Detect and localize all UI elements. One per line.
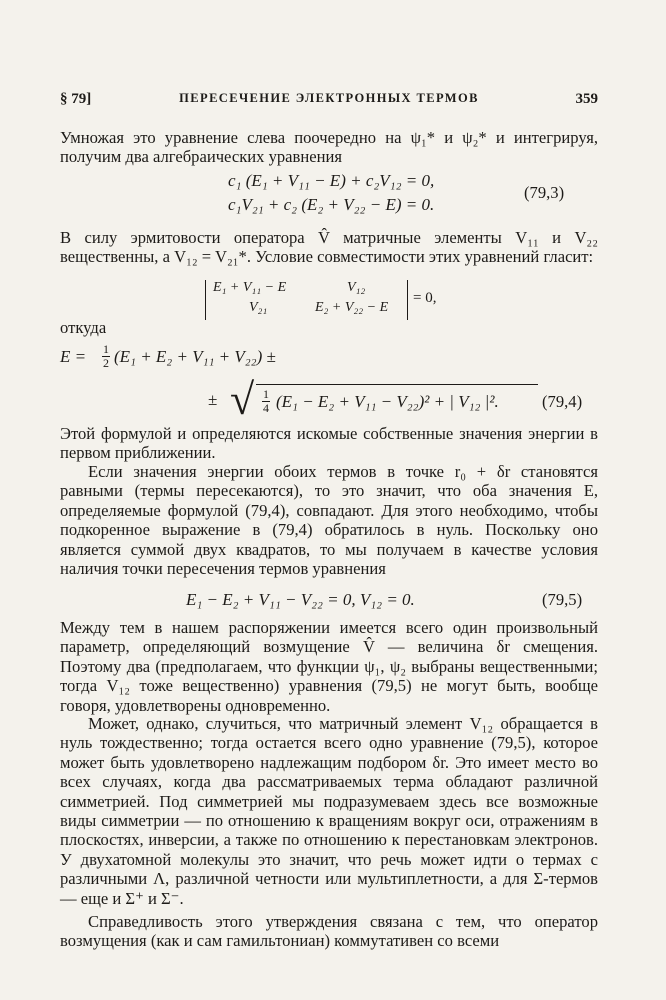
equation-number-79-3: (79,3)	[524, 183, 565, 202]
paragraph-1: Умножая это уравнение слева поочередно на ψ₁* и ψ₂* и интегрируя, получим два алгебраических уравнения	[60, 128, 598, 167]
determinant-right-bar	[407, 280, 408, 320]
equation-79-5: E₁ − E₂ + V₁₁ − V₂₂ = 0, V₁₂ = 0.	[186, 590, 415, 609]
paragraph-4: Этой формулой и определяются искомые собственные значения энергии в первом приближении.	[60, 424, 598, 463]
paragraph-3: откуда	[60, 318, 107, 337]
determinant-r1c2: V₁₂	[347, 280, 366, 295]
eq4-half-numerator: 1	[103, 342, 109, 356]
paragraph-7: Может, однако, случиться, что матричный элемент V₁₂ обращается в нуль тождественно; тогда остается всего одно уравнение (79,5), которое может быть удовлетворено надлежащим подбором δr. Это имеет место во всех случаях, когда два рассматриваемых терма обладают различной симметрией. Под симметрией мы подразумеваем здесь все возможные виды симметрии — по отношению к вращениям вокруг оси, отражениям в плоскостях, инверсии, а также по отношению к перестановкам электронов. У двухатомной молекулы это значит, что речь может идти о термах с различными Λ, различной четности или мультиплетности, а для Σ-термов — еще и Σ⁺ и Σ⁻.	[60, 714, 598, 908]
equation-79-4-line2	[200, 375, 600, 424]
determinant-rhs: = 0,	[413, 290, 437, 306]
square-root-vinculum	[256, 384, 538, 385]
determinant-r2c1: V₂₁	[249, 300, 268, 315]
running-header	[60, 91, 598, 111]
eq4-lhs: E =	[60, 347, 87, 366]
eq4-quarter-denominator: 4	[263, 401, 269, 415]
determinant-left-bar	[205, 280, 206, 320]
eq4-quarter-numerator: 1	[263, 387, 269, 401]
eq4-half-fraction	[102, 343, 110, 370]
equation-79-4-line1	[60, 343, 460, 375]
determinant-r2c2: E₂ + V₂₂ − E	[315, 300, 389, 315]
equation-79-3-line2: c₁V₂₁ + c₂ (E₂ + V₂₂ − E) = 0.	[228, 195, 435, 214]
eq4-quarter-fraction	[262, 388, 270, 415]
eq4-plus-minus: ±	[208, 390, 218, 409]
square-root-sign: √	[230, 375, 255, 424]
paragraph-6: Между тем в нашем распоряжении имеется всего один произвольный параметр, определяющий возмущение V̂ — величина δr смещения. Поэтому два (предполагаем, что функции ψ₁, ψ₂ выбраны вещественными; тогда V₁₂ тоже вещественно) уравнения (79,5) не могут быть, вообще говоря, удовлетворены одновременно.	[60, 618, 598, 715]
determinant-r1c1: E₁ + V₁₁ − E	[213, 280, 287, 295]
equation-79-3-line1: c₁ (E₁ + V₁₁ − E) + c₂V₁₂ = 0,	[228, 171, 435, 190]
paragraph-2: В силу эрмитовости оператора V̂ матричные элементы V₁₁ и V₂₂ вещественны, а V₁₂ = V₂₁*. Условие совместимости этих уравнений гласит:	[60, 228, 598, 267]
page-number: 359	[575, 91, 598, 107]
determinant	[205, 278, 445, 322]
running-title: ПЕРЕСЕЧЕНИЕ ЭЛЕКТРОННЫХ ТЕРМОВ	[179, 91, 479, 105]
paragraph-8: Справедливость этого утверждения связана с тем, что оператор возмущения (как и сам гамильтониан) коммутативен со всеми	[60, 912, 598, 951]
eq4-half-denominator: 2	[103, 356, 109, 370]
paragraph-5: Если значения энергии обоих термов в точке r₀ + δr становятся равными (термы пересекаются), то это значит, что оба значения E, определяемые формулой (79,4), совпадают. Для этого необходимо, чтобы подкоренное выражение в (79,4) обратилось в нуль. Поскольку оно является суммой двух квадратов, то мы получаем в качестве условия наличия точки пересечения термов уравнения	[60, 462, 598, 579]
equation-number-79-4: (79,4)	[542, 392, 583, 411]
eq4-line1-rest: (E₁ + E₂ + V₁₁ + V₂₂) ±	[114, 347, 276, 366]
eq4-root-body: (E₁ − E₂ + V₁₁ − V₂₂)² + | V₁₂ |².	[276, 392, 499, 411]
section-number: § 79]	[60, 91, 92, 107]
equation-number-79-5: (79,5)	[542, 590, 583, 609]
